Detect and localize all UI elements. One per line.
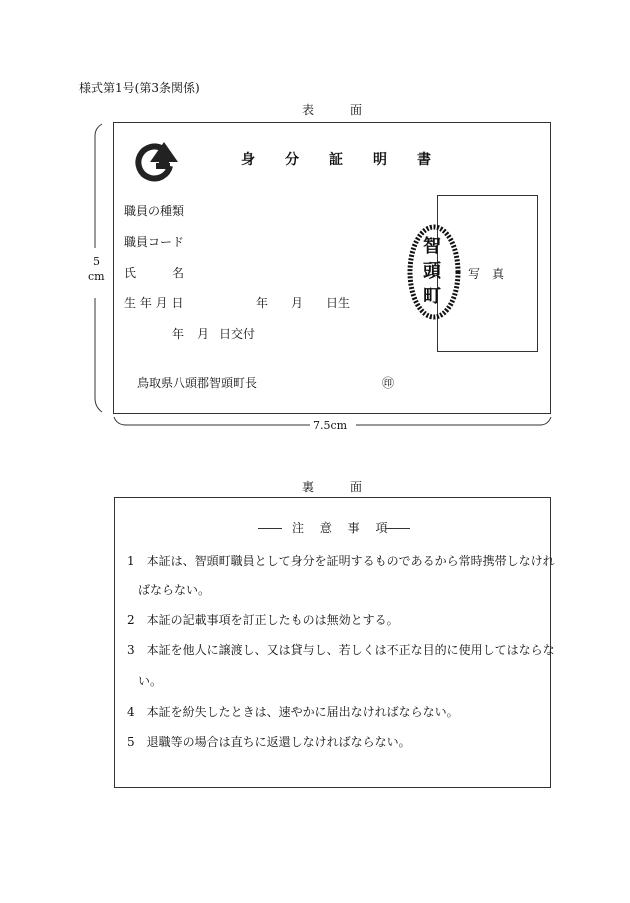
stamp-char-3: 町 [423,286,441,307]
birth-month: 月 [291,296,304,310]
note-text: 退職等の場合は直ちに返還しなければならない。 [146,735,411,749]
issuer-name: 鳥取県八頭郡智頭町長 [137,376,258,390]
field-staff-code: 職員コード [124,235,185,249]
front-heading: 表面 [302,103,399,117]
note-number: 1 [127,554,135,568]
note-text: 本証を他人に譲渡し、又は貸与し、若しくは不正な目的に使用してはならな [146,643,555,657]
note-text: 本証は、智頭町職員として身分を証明するものであるから常時携帯しなけれ [146,554,555,568]
note-number: 4 [127,705,135,719]
town-logo-icon [132,136,186,184]
note-1 [127,555,555,567]
height-bracket [86,120,112,416]
note-3-continued: い。 [138,674,163,688]
field-job-type: 職員の種類 [124,204,185,218]
back-heading: 裏面 [302,480,399,494]
note-3 [127,644,555,656]
seal-mark: ㊞ [382,376,395,390]
issue-day: 日交付 [219,327,256,341]
note-text: 本証を紛失したときは、速やかに届出なければならない。 [146,705,459,719]
field-name: 氏 名 [124,266,185,280]
height-unit: cm [88,270,105,283]
issue-year: 年 [172,327,185,341]
note-text: 本証の記載事項を訂正したものは無効とする。 [146,613,399,627]
note-1-continued: ばならない。 [138,583,211,597]
notes-title: 注 意 事 項 [292,521,394,535]
notes-title-rule-left [258,528,282,529]
field-birth-label: 生 年 月 日 [124,296,184,310]
birth-year: 年 [256,296,269,310]
notes-title-rule-right [386,528,410,529]
birth-day: 日生 [326,296,351,310]
form-label: 様式第1号(第3条関係) [79,81,200,95]
card-title: 身分証明書 [241,152,461,168]
note-number: 3 [127,643,135,657]
photo-label: 写 真 [468,267,505,281]
note-number: 5 [127,735,135,749]
stamp-char-2: 頭 [423,261,441,282]
note-number: 2 [127,613,135,627]
height-value: 5 [93,255,100,268]
issue-month: 月 [197,327,210,341]
note-2 [127,614,399,626]
width-value: 7.5cm [313,419,348,432]
stamp-char-1: 智 [423,236,441,257]
note-5 [127,736,411,748]
note-4 [127,706,459,718]
